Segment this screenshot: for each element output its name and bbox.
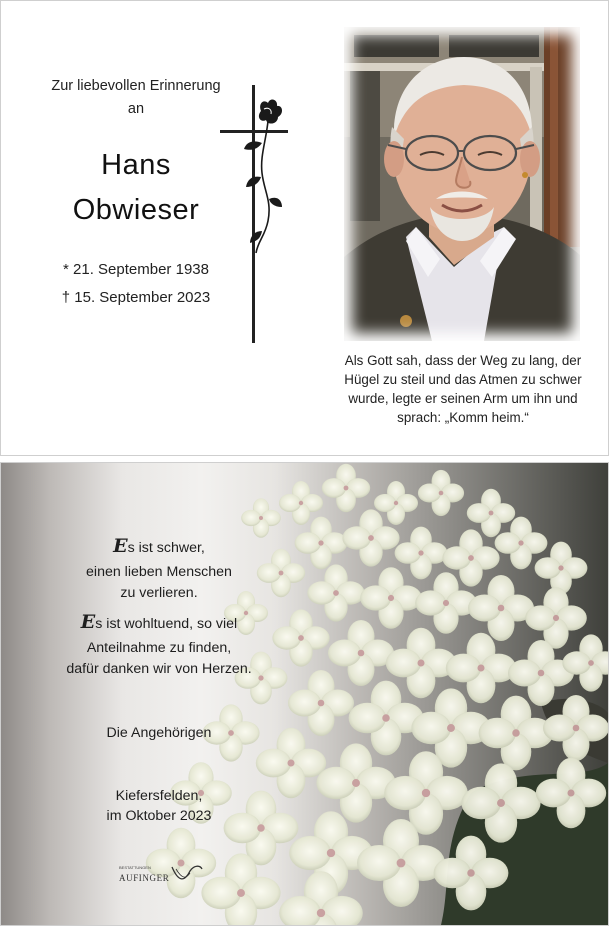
logo-brand-text: AUFINGER bbox=[119, 873, 170, 883]
thanks-line bbox=[41, 535, 277, 557]
thanks-text: s ist schwer, bbox=[127, 540, 205, 556]
thanks-text: s ist wohltuend, so viel bbox=[95, 616, 238, 632]
decorative-initial: E bbox=[113, 535, 128, 557]
cross-with-rose-icon bbox=[216, 81, 296, 346]
thanks-line: dafür danken wir von Herzen. bbox=[66, 661, 252, 677]
memorial-card-front bbox=[0, 0, 609, 456]
thanks-line bbox=[41, 611, 277, 633]
poem-line: Hügel zu steil und das Atmen zu schwer bbox=[344, 372, 582, 387]
thank-you-card bbox=[0, 462, 609, 926]
hydrangea-flowers-image bbox=[1, 463, 608, 925]
poem-line: wurde, legte er seinen Arm um ihn und bbox=[348, 391, 578, 406]
birth-date: * 21. September 1938 bbox=[63, 261, 209, 278]
logo-small-text: BESTATTUNGEN bbox=[119, 865, 151, 870]
poem-text bbox=[337, 351, 589, 427]
logo-wing-icon bbox=[172, 866, 202, 879]
intro-line-1: Zur liebevollen Erinnerung bbox=[51, 78, 221, 94]
signature: Die Angehörigen bbox=[106, 725, 212, 741]
first-name: Hans bbox=[101, 149, 171, 181]
decorative-initial: E bbox=[80, 611, 96, 633]
date: im Oktober 2023 bbox=[106, 808, 212, 824]
funeral-home-logo bbox=[114, 861, 204, 889]
intro-line-2: an bbox=[127, 101, 145, 117]
poem-line: sprach: „Komm heim.“ bbox=[397, 410, 529, 425]
place: Kiefersfelden, bbox=[115, 788, 203, 804]
portrait-photo bbox=[344, 27, 580, 341]
thanks-line: Anteilnahme zu finden, bbox=[86, 640, 232, 656]
thanks-line: zu verlieren. bbox=[120, 585, 198, 601]
poem-line: Als Gott sah, dass der Weg zu lang, der bbox=[344, 353, 582, 368]
last-name: Obwieser bbox=[72, 194, 200, 226]
thanks-line: einen lieben Menschen bbox=[86, 564, 232, 580]
death-date: † 15. September 2023 bbox=[61, 289, 211, 306]
